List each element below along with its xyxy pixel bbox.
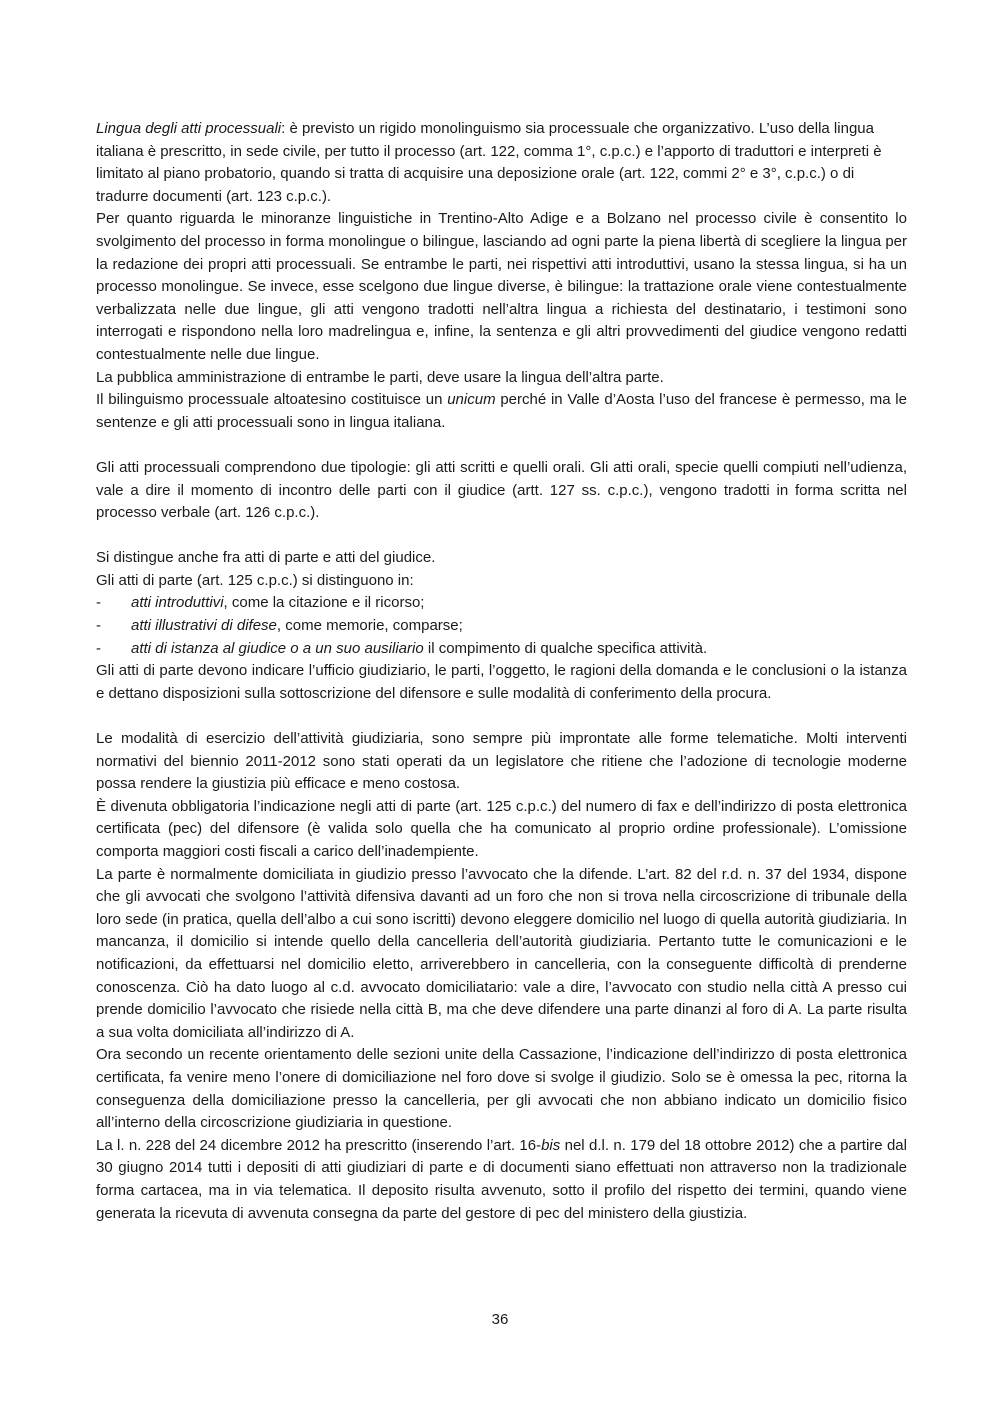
blank-line bbox=[96, 705, 907, 728]
paragraph-contenuto-atti: Gli atti di parte devono indicare l’ufficio giudiziario, le parti, l’oggetto, le ragioni della domanda e le conclusioni o la istanza e dettano disposizioni sulla sottoscrizione del difensore e sulle modalità di conferimento della procura. bbox=[96, 662, 907, 702]
paragraph-lingua-atti bbox=[96, 118, 907, 208]
paragraph-modalita-telematiche: Le modalità di esercizio dell’attività giudiziaria, sono sempre più improntate alle forme telematiche. Molti interventi normativi del biennio 2011-2012 sono stati operati da un legislatore che ritiene che l’adozione di tecnologie moderne possa rendere la giustizia più efficace e meno costosa. bbox=[96, 730, 907, 793]
paragraph-pubblica-amministrazione: La pubblica amministrazione di entrambe le parti, deve usare la lingua dell’altra parte. bbox=[96, 368, 664, 386]
atti-list bbox=[96, 592, 907, 660]
italic-term: atti introduttivi bbox=[131, 594, 224, 612]
paragraph-bilinguismo bbox=[96, 389, 907, 434]
list-item-text: il compimento di qualche specifica attività. bbox=[423, 639, 708, 657]
paragraph-text: perché in Valle d’Aosta l’uso del francese è permesso, ma le sentenze e gli atti processuali sono in lingua italiana. bbox=[96, 391, 907, 431]
blank-line bbox=[96, 525, 907, 548]
document-body bbox=[96, 118, 907, 1225]
list-item bbox=[96, 615, 907, 638]
paragraph-tipologie: Gli atti processuali comprendono due tipologie: gli atti scritti e quelli orali. Gli atti orali, specie quelli compiuti nell’udienza, vale a dire il momento di incontro delle parti con il giudice (artt. 127 ss. c.p.c.), vengono tradotti in forma scritta nel processo verbale (art. 126 c.p.c.). bbox=[96, 458, 907, 522]
paragraph-distinzione: Si distingue anche fra atti di parte e atti del giudice. bbox=[96, 549, 436, 567]
paragraph-cassazione: Ora secondo un recente orientamento delle sezioni unite della Cassazione, l’indicazione dell’indirizzo di posta elettronica certificata, fa venire meno l’onere di domiciliazione nel foro dove si svolge il giudizio. Solo se è omessa la pec, ritorna la conseguenza della domiciliazione presso la cancelleria, per gli avvocati che non abbiano indicato un domicilio fisico all’interno della circoscrizione giudiziaria in questione. bbox=[96, 1046, 907, 1132]
paragraph-text: nel d.l. n. 179 del 18 ottobre 2012) che a partire dal 30 giugno 2014 tutti i depositi di atti giudiziari di parte e di documenti siano effettuati non attraverso non la tradizionale forma cartacea, ma in via telematica. Il deposito risulta avvenuto, sotto il profilo del rispetto dei termini, quando viene generata la ricevuta di avvenuta consegna da parte del gestore di pec del ministero della giustizia. bbox=[96, 1136, 907, 1222]
paragraph-text: Il bilinguismo processuale altoatesino costituisce un bbox=[96, 391, 448, 409]
paragraph-domicilio: La parte è normalmente domiciliata in giudizio presso l’avvocato che la difende. L’art. 82 del r.d. n. 37 del 1934, dispone che gli avvocati che svolgono l’attività difensiva davanti ad un foro che non si trova nella circoscrizione di tribunale della loro sede (in pratica, quella dell’albo a cui sono iscritti) devono eleggere domicilio nel luogo di quella autorità giudiziaria. In mancanza, il domicilio si intende quello della cancelleria dell’autorità giudiziaria. Pertanto tutte le comunicazioni e le notificazioni, da effettuarsi nel domicilio eletto, arriverebbero in cancelleria, con la conseguente difficoltà di prenderne conoscenza. Ciò ha dato luogo al c.d. avvocato domiciliatario: vale a dire, l’avvocato con studio nella città A presso cui prende domicilio l’avvocato che risiede nella città B, ma che deve difendere una parte dinanzi al foro di A. La parte risulta a sua volta domiciliata all’indirizzo di A. bbox=[96, 865, 907, 1041]
italic-term: unicum bbox=[447, 391, 496, 409]
paragraph-text: : è previsto un rigido monolinguismo sia processuale che organizzativo. L’uso della lingua italiana è prescritto, in sede civile, per tutto il processo (art. 122, comma 1°, c.p.c.) e l’apporto di traduttori e interpreti è limitato al piano probatorio, quando si tratta di acquisire una deposizione orale (art. 122, commi 2° e 3°, c.p.c.) o di tradurre documenti (art. 123 c.p.c.). bbox=[96, 120, 882, 205]
italic-term: bis bbox=[541, 1136, 561, 1154]
paragraph-deposito-telematico bbox=[96, 1135, 907, 1225]
blank-line bbox=[96, 434, 907, 457]
list-dash: - bbox=[96, 594, 101, 612]
italic-term: Lingua degli atti processuali bbox=[96, 120, 282, 137]
list-dash: - bbox=[96, 617, 101, 635]
page-number: 36 bbox=[491, 1311, 509, 1328]
italic-term: atti di istanza al giudice o a un suo ausiliario bbox=[131, 639, 424, 657]
paragraph-pec-obbligatoria: È divenuta obbligatoria l’indicazione negli atti di parte (art. 125 c.p.c.) del numero di fax e dell’indirizzo di posta elettronica certificata (pec) del difensore (è valida solo quella che ha comunicato al proprio ordine professionale). L’omissione comporta maggiori costi fiscali a carico dell’inadempiente. bbox=[96, 797, 907, 860]
list-item-text: , come la citazione e il ricorso; bbox=[223, 594, 425, 612]
list-item bbox=[96, 638, 907, 661]
paragraph-text: La l. n. 228 del 24 dicembre 2012 ha prescritto (inserendo l’art. 16- bbox=[96, 1136, 542, 1154]
list-item-text: , come memorie, comparse; bbox=[276, 617, 463, 635]
list-item bbox=[96, 592, 907, 615]
list-dash: - bbox=[96, 639, 101, 657]
paragraph-atti-di-parte: Gli atti di parte (art. 125 c.p.c.) si distinguono in: bbox=[96, 571, 414, 589]
italic-term: atti illustrativi di difese bbox=[131, 617, 277, 635]
paragraph-minoranze: Per quanto riguarda le minoranze linguistiche in Trentino-Alto Adige e a Bolzano nel processo civile è consentito lo svolgimento del processo in forma monolingue o bilingue, lasciando ad ogni parte la piena libertà di scegliere la lingua per la redazione dei propri atti processuali. Se entrambe le parti, nei rispettivi atti introduttivi, usano la stessa lingua, si ha un processo monolingue. Se invece, esse scelgono due lingue diverse, è bilingue: la trattazione orale viene contestualmente verbalizzata nelle due lingue, gli atti vengono tradotti nell’altra lingua a richiesta del destinatario, i testimoni sono interrogati e rispondono nella loro madrelingua e, infine, la sentenza e gli altri provvedimenti del giudice vengono redatti contestualmente nelle due lingue. bbox=[96, 210, 907, 363]
